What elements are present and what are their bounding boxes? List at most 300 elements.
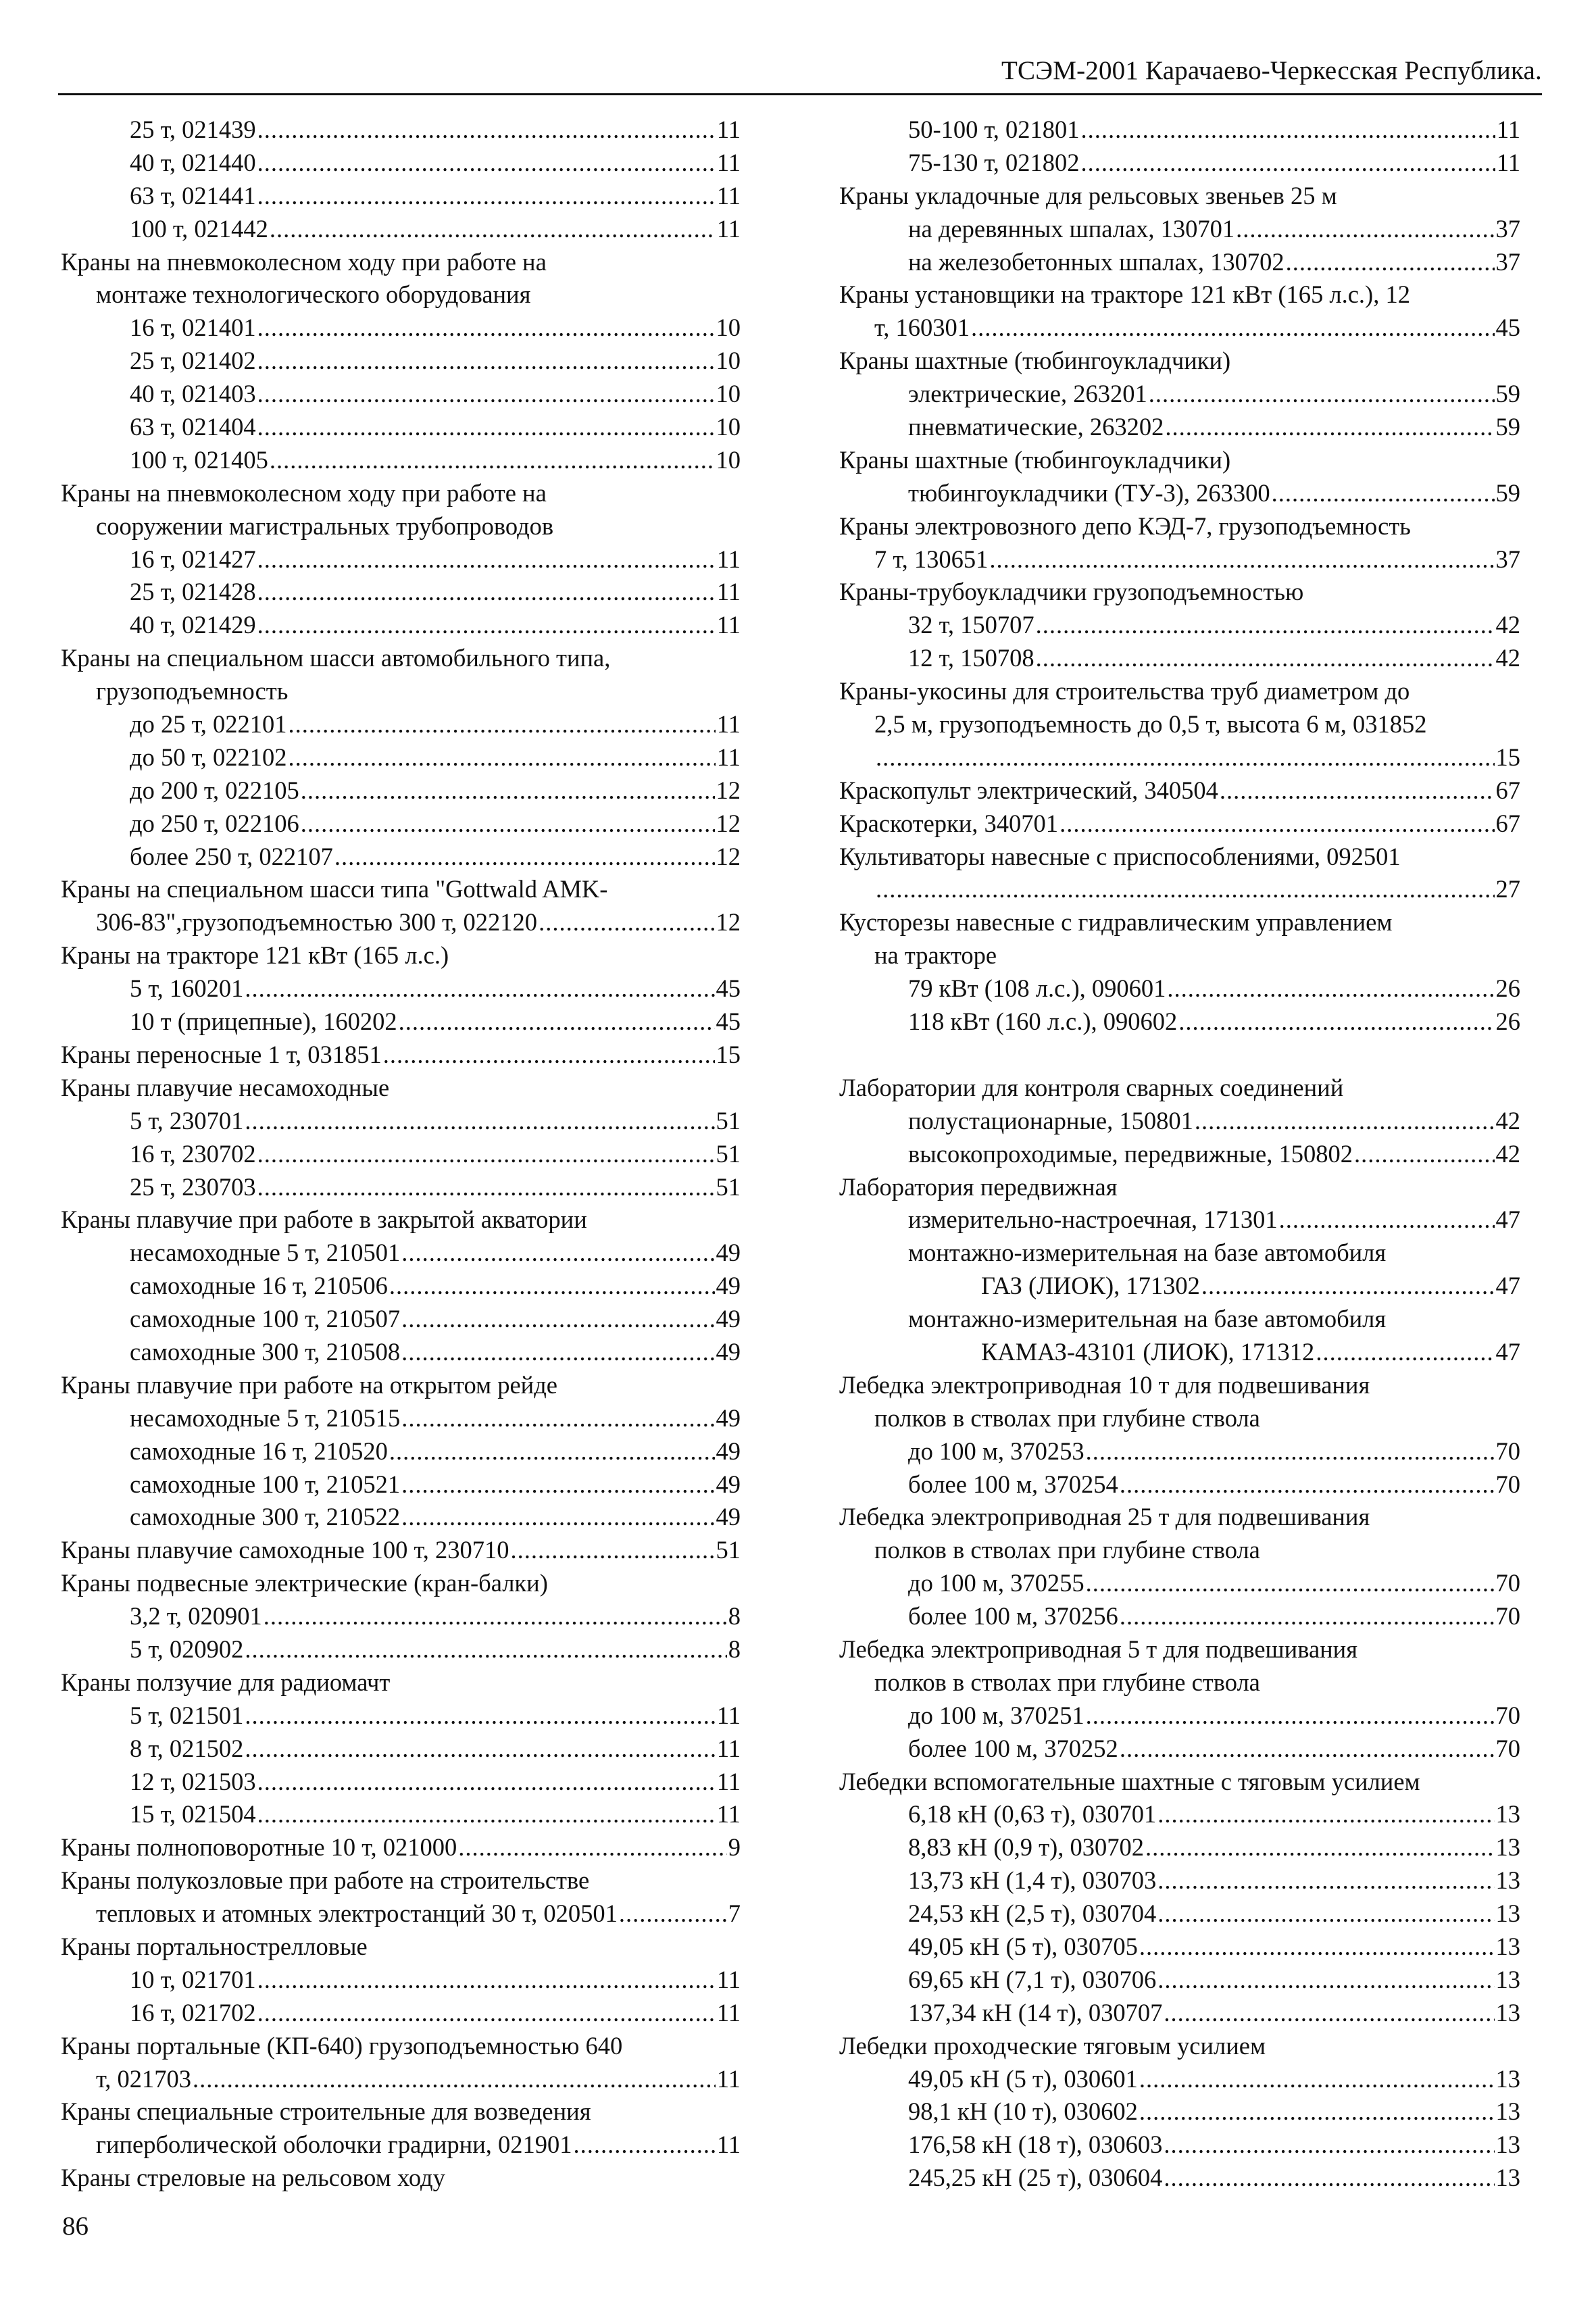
entry-page: 11 <box>716 1965 741 1993</box>
index-entry <box>839 906 1520 939</box>
entry-page: 47 <box>1495 1337 1520 1366</box>
entry-text: 16 т, 021702 <box>130 1998 256 2026</box>
index-entry <box>61 1798 741 1831</box>
entry-page: 10 <box>716 314 741 342</box>
dot-leader <box>257 1171 715 1204</box>
entry-page: 70 <box>1495 1602 1520 1631</box>
entry-text: 79 кВт (108 л.с.), 090601 <box>908 974 1166 1003</box>
index-entry <box>839 411 1520 444</box>
index-entry <box>839 1666 1520 1699</box>
dot-leader <box>257 411 715 444</box>
index-entry <box>61 642 741 675</box>
dot-leader <box>458 1831 727 1864</box>
dot-leader <box>257 609 716 642</box>
entry-text: 5 т, 020902 <box>130 1635 244 1663</box>
index-entry <box>839 543 1520 576</box>
entry-text: самоходные 100 т, 210507 <box>130 1305 401 1333</box>
dot-leader <box>619 1897 727 1931</box>
index-entry <box>61 114 741 147</box>
dot-leader <box>1164 2129 1494 2162</box>
entry-page: 11 <box>716 2064 741 2093</box>
index-entry <box>61 180 741 213</box>
index-entry <box>839 1964 1520 1997</box>
entry-page: 11 <box>716 1800 741 1828</box>
index-entry <box>61 1005 741 1039</box>
entry-page: 70 <box>1495 1569 1520 1597</box>
entry-text: Лебедки проходческие тяговым усилием <box>839 2031 1266 2060</box>
dot-leader <box>257 1138 715 1171</box>
entry-text: на тракторе <box>874 941 997 970</box>
index-entry <box>61 774 741 807</box>
entry-text: КАМАЗ-43101 (ЛИОК), 171312 <box>981 1337 1315 1366</box>
index-entry <box>839 1733 1520 1766</box>
dot-leader <box>1157 1864 1494 1897</box>
index-entry <box>61 1435 741 1468</box>
entry-page: 11 <box>716 1767 741 1795</box>
entry-page: 47 <box>1495 1272 1520 1300</box>
index-entry <box>61 1303 741 1336</box>
entry-text: полков в стволах при глубине ствола <box>874 1403 1260 1432</box>
entry-page: 49 <box>716 1305 741 1333</box>
entry-page: 26 <box>1495 974 1520 1003</box>
dot-leader <box>257 1766 716 1799</box>
index-entry <box>61 675 741 708</box>
entry-text: несамоходные 5 т, 210501 <box>130 1239 401 1267</box>
entry-text: ГАЗ (ЛИОК), 171302 <box>981 1272 1200 1300</box>
index-entry <box>839 1039 1520 1072</box>
entry-text: 25 т, 230703 <box>130 1172 256 1201</box>
index-entry <box>61 411 741 444</box>
index-entry <box>61 2063 741 2096</box>
dot-leader <box>876 873 1495 906</box>
entry-text: 245,25 кН (25 т), 030604 <box>908 2164 1163 2192</box>
entry-page: 13 <box>1495 2097 1520 2126</box>
entry-text: 12 т, 150708 <box>908 644 1034 672</box>
dot-leader <box>1286 246 1495 279</box>
index-entry <box>839 1501 1520 1534</box>
entry-text: Краны стреловые на рельсовом ходу <box>61 2164 445 2192</box>
entry-text: 49,05 кН (5 т), 030705 <box>908 1932 1138 1960</box>
entry-text: Краны плавучие самоходные 100 т, 230710 <box>61 1536 509 1564</box>
entry-text: самоходные 300 т, 210522 <box>130 1503 401 1531</box>
entry-text: 7 т, 130651 <box>874 545 989 573</box>
entry-page: 11 <box>716 116 741 143</box>
index-entry <box>61 213 741 246</box>
index-entry <box>839 1138 1520 1171</box>
dot-leader <box>257 1964 716 1997</box>
dot-leader <box>289 741 716 774</box>
entry-page: 51 <box>716 1172 741 1201</box>
entry-text: Краны электровозного депо КЭД-7, грузоподъемность <box>839 512 1411 540</box>
entry-page: 45 <box>716 1007 741 1036</box>
entry-page: 49 <box>716 1403 741 1432</box>
entry-text: Культиваторы навесные с приспособлениями, 092501 <box>839 842 1401 870</box>
index-entry <box>839 642 1520 675</box>
index-entry <box>839 147 1520 180</box>
dot-leader <box>1036 609 1495 642</box>
dot-leader <box>257 1798 716 1831</box>
entry-page: 42 <box>1495 1139 1520 1168</box>
dot-leader <box>1164 1997 1494 2030</box>
index-entry <box>61 378 741 411</box>
entry-text: Лебедка электроприводная 25 т для подвешивания <box>839 1503 1370 1531</box>
entry-page: 49 <box>716 1272 741 1300</box>
index-entry <box>839 708 1520 741</box>
entry-page: 11 <box>716 1998 741 2026</box>
index-entry <box>61 1237 741 1270</box>
index-entry <box>839 312 1520 345</box>
dot-leader <box>971 312 1495 345</box>
dot-leader <box>876 741 1495 774</box>
entry-page: 13 <box>1495 1998 1520 2026</box>
entry-page: 15 <box>716 1040 741 1068</box>
index-entry <box>61 1105 741 1138</box>
index-entry <box>61 147 741 180</box>
index-entry <box>839 741 1520 774</box>
entry-text: 6,18 кН (0,63 т), 030701 <box>908 1800 1157 1828</box>
entry-page: 59 <box>1495 380 1520 408</box>
entry-text: самоходные 100 т, 210521 <box>130 1470 401 1498</box>
entry-page: 70 <box>1495 1437 1520 1465</box>
entry-text: 16 т, 230702 <box>130 1139 256 1168</box>
entry-text: 100 т, 021405 <box>130 445 268 474</box>
entry-page: 37 <box>1495 247 1520 276</box>
entry-text: 306-83",грузоподъемностью 300 т, 022120 <box>96 908 538 937</box>
index-entry <box>839 1600 1520 1633</box>
entry-text: монтажно-измерительная на базе автомобиля <box>908 1305 1387 1333</box>
index-entry <box>839 1997 1520 2030</box>
entry-page: 27 <box>1495 875 1520 903</box>
index-entry <box>61 444 741 477</box>
index-entry <box>839 378 1520 411</box>
entry-text: 5 т, 021501 <box>130 1701 244 1729</box>
dot-leader <box>511 1534 715 1567</box>
entry-page: 13 <box>1495 1932 1520 1960</box>
entry-text: Краны-трубоукладчики грузоподъемностью <box>839 578 1304 606</box>
entry-page: 37 <box>1495 214 1520 243</box>
index-entry <box>61 2030 741 2063</box>
index-entry <box>61 477 741 510</box>
entry-text: Краны портальные (КП-640) грузоподъемностью 640 <box>61 2031 623 2060</box>
entry-page: 49 <box>716 1239 741 1267</box>
entry-text: Краскотерки, 340701 <box>839 809 1059 837</box>
index-entry <box>839 114 1520 147</box>
entry-text: Краны плавучие при работе в закрытой акватории <box>61 1205 587 1234</box>
dot-leader <box>245 1733 716 1766</box>
index-entry <box>61 939 741 972</box>
entry-text: 25 т, 021428 <box>130 578 256 606</box>
index-entry <box>61 1270 741 1303</box>
entry-text: до 100 м, 370251 <box>908 1701 1084 1729</box>
entry-text: до 100 м, 370255 <box>908 1569 1084 1597</box>
index-entry <box>839 213 1520 246</box>
dot-leader <box>1272 477 1495 510</box>
dot-leader <box>289 708 716 741</box>
entry-text: Краны полукозловые при работе на строительстве <box>61 1866 590 1895</box>
entry-page: 37 <box>1495 545 1520 573</box>
index-entry <box>61 1931 741 1964</box>
entry-text: Краны на пневмоколесном ходу при работе на <box>61 247 547 276</box>
dot-leader <box>301 807 715 841</box>
entry-text: Краны подвесные электрические (кран-балки) <box>61 1569 548 1597</box>
dot-leader <box>257 576 716 609</box>
dot-leader <box>245 1699 716 1733</box>
entry-page: 11 <box>1496 148 1520 176</box>
dot-leader <box>1167 972 1494 1005</box>
dot-leader <box>257 312 715 345</box>
entry-text: 8,83 кН (0,9 т), 030702 <box>908 1833 1144 1862</box>
index-entry <box>61 576 741 609</box>
entry-text: грузоподъемность <box>96 677 289 705</box>
dot-leader <box>1081 147 1495 180</box>
index-entry <box>61 1402 741 1435</box>
entry-page: 59 <box>1495 478 1520 507</box>
entry-text: 10 т, 021701 <box>130 1965 256 1993</box>
entry-text: 176,58 кН (18 т), 030603 <box>908 2131 1163 2159</box>
index-entry <box>839 2030 1520 2063</box>
entry-text: Краны установщики на тракторе 121 кВт (165 л.с.), 12 <box>839 280 1410 309</box>
entry-page: 45 <box>716 974 741 1003</box>
entry-page: 49 <box>716 1503 741 1531</box>
index-entry <box>839 1633 1520 1666</box>
index-entry <box>61 1600 741 1633</box>
entry-page: 67 <box>1495 809 1520 837</box>
index-entry <box>839 444 1520 477</box>
entry-page: 11 <box>716 1734 741 1762</box>
entry-page: 7 <box>728 1899 741 1928</box>
entry-text: 69,65 кН (7,1 т), 030706 <box>908 1965 1157 1993</box>
entry-page: 13 <box>1495 2131 1520 2159</box>
index-entry <box>61 1897 741 1931</box>
entry-text: т, 021703 <box>96 2064 191 2093</box>
entry-text: полков в стволах при глубине ствола <box>874 1668 1260 1696</box>
entry-text: до 50 т, 022102 <box>130 743 287 771</box>
entry-text: более 100 м, 370256 <box>908 1602 1118 1631</box>
dot-leader <box>389 1435 715 1468</box>
index-entry <box>839 939 1520 972</box>
dot-leader <box>1120 1468 1495 1501</box>
index-entry <box>61 609 741 642</box>
dot-leader <box>1165 411 1494 444</box>
entry-page: 11 <box>716 743 741 771</box>
dot-leader <box>989 543 1494 576</box>
entry-text: на деревянных шпалах, 130701 <box>908 214 1235 243</box>
entry-text: 98,1 кН (10 т), 030602 <box>908 2097 1138 2126</box>
index-entry <box>839 1072 1520 1105</box>
entry-text: несамоходные 5 т, 210515 <box>130 1403 401 1432</box>
entry-page: 70 <box>1495 1734 1520 1762</box>
index-entry <box>61 1534 741 1567</box>
dot-leader <box>257 180 716 213</box>
dot-leader <box>1164 2162 1494 2195</box>
entry-text: самоходные 16 т, 210520 <box>130 1437 388 1465</box>
index-entry <box>61 543 741 576</box>
index-entry <box>61 1766 741 1799</box>
index-entry <box>839 1831 1520 1864</box>
dot-leader <box>401 1336 714 1369</box>
entry-page: 51 <box>716 1139 741 1168</box>
index-entry <box>61 1468 741 1501</box>
index-entry <box>839 1005 1520 1039</box>
entry-page: 12 <box>716 776 741 804</box>
index-entry <box>839 2095 1520 2129</box>
entry-page: 12 <box>716 842 741 870</box>
entry-page: 42 <box>1495 1106 1520 1135</box>
index-entry <box>839 1864 1520 1897</box>
entry-text: полустационарные, 150801 <box>908 1106 1193 1135</box>
entry-text: самоходные 16 т, 210506 <box>130 1272 388 1300</box>
index-entry <box>61 1964 741 1997</box>
entry-text: Краны портальнострелловые <box>61 1932 368 1960</box>
dot-leader <box>1120 1733 1495 1766</box>
index-entry <box>61 1567 741 1600</box>
index-entry <box>61 278 741 312</box>
entry-page: 13 <box>1495 1833 1520 1862</box>
entry-page: 12 <box>716 908 741 937</box>
index-entry <box>61 1666 741 1699</box>
dot-leader <box>1086 1699 1495 1733</box>
index-entry <box>839 246 1520 279</box>
entry-text: Краны на тракторе 121 кВт (165 л.с.) <box>61 941 449 970</box>
dot-leader <box>334 841 715 874</box>
dot-leader <box>401 1402 714 1435</box>
entry-text: 32 т, 150707 <box>908 611 1034 639</box>
entry-text: тюбингоукладчики (ТУ-3), 263300 <box>908 478 1270 507</box>
entry-page: 13 <box>1495 1866 1520 1895</box>
entry-text: 13,73 кН (1,4 т), 030703 <box>908 1866 1157 1895</box>
index-entry <box>61 972 741 1005</box>
header-rule <box>58 93 1542 95</box>
entry-page: 13 <box>1495 2064 1520 2093</box>
index-entry <box>61 1633 741 1666</box>
index-entry <box>61 1072 741 1105</box>
entry-page: 59 <box>1495 413 1520 441</box>
dot-leader <box>383 1039 715 1072</box>
index-entry <box>839 675 1520 708</box>
entry-page: 47 <box>1495 1205 1520 1234</box>
dot-leader <box>257 378 715 411</box>
running-header: ТСЭМ-2001 Карачаево-Черкесская Республика. <box>1001 56 1542 85</box>
index-entry <box>839 1699 1520 1733</box>
dot-leader <box>1139 2063 1495 2096</box>
entry-text: Краны-укосины для строительства труб диаметром до <box>839 677 1410 705</box>
index-entry <box>839 477 1520 510</box>
dot-leader <box>1036 642 1495 675</box>
index-entry <box>61 906 741 939</box>
entry-page: 11 <box>716 148 741 176</box>
index-entry <box>839 1336 1520 1369</box>
dot-leader <box>1316 1336 1494 1369</box>
entry-text: Краны ползучие для радиомачт <box>61 1668 391 1696</box>
dot-leader <box>245 1633 726 1666</box>
index-entry <box>61 2162 741 2195</box>
entry-text: 63 т, 021404 <box>130 413 256 441</box>
entry-text: 75-130 т, 021802 <box>908 148 1080 176</box>
index-entry <box>61 1831 741 1864</box>
index-entry <box>839 1369 1520 1402</box>
dot-leader <box>1157 1964 1494 1997</box>
entry-text: 5 т, 160201 <box>130 974 244 1003</box>
index-entry <box>839 345 1520 378</box>
index-entry <box>61 1336 741 1369</box>
entry-text: 3,2 т, 020901 <box>130 1602 262 1631</box>
entry-text: 50-100 т, 021801 <box>908 116 1080 143</box>
entry-page: 15 <box>1495 743 1520 771</box>
dot-leader <box>257 114 716 147</box>
entry-text: 15 т, 021504 <box>130 1800 256 1828</box>
entry-page: 10 <box>716 380 741 408</box>
index-entry <box>61 246 741 279</box>
entry-text: 5 т, 230701 <box>130 1106 244 1135</box>
entry-text: 2,5 м, грузоподъемность до 0,5 т, высота 6 м, 031852 <box>874 710 1427 739</box>
index-entry <box>839 1931 1520 1964</box>
index-entry <box>61 510 741 543</box>
index-entry <box>839 180 1520 213</box>
index-entry <box>839 2162 1520 2195</box>
entry-text: 100 т, 021442 <box>130 214 268 243</box>
dot-leader <box>389 1270 715 1303</box>
entry-text: 8 т, 021502 <box>130 1734 244 1762</box>
dot-leader <box>401 1501 714 1534</box>
index-entry <box>839 1897 1520 1931</box>
entry-page: 51 <box>716 1106 741 1135</box>
index-entry <box>839 1567 1520 1600</box>
entry-page: 12 <box>716 809 741 837</box>
entry-text: Краны на специальном шасси автомобильного типа, <box>61 644 611 672</box>
dot-leader <box>573 2129 715 2162</box>
dot-leader <box>257 147 716 180</box>
dot-leader <box>257 1997 716 2030</box>
entry-text: самоходные 300 т, 210508 <box>130 1337 401 1366</box>
entry-text: монтаже технологического оборудования <box>96 280 531 309</box>
index-entry <box>839 774 1520 807</box>
index-entry <box>61 1171 741 1204</box>
index-entry <box>839 1402 1520 1435</box>
entry-page: 42 <box>1495 611 1520 639</box>
index-entry <box>839 807 1520 841</box>
entry-text: монтажно-измерительная на базе автомобиля <box>908 1239 1387 1267</box>
entry-text: Лебедка электроприводная 10 т для подвешивания <box>839 1370 1370 1399</box>
entry-text: пневматические, 263202 <box>908 413 1164 441</box>
entry-text: 40 т, 021440 <box>130 148 256 176</box>
index-entry <box>839 1105 1520 1138</box>
entry-text: гиперболической оболочки градирни, 021901 <box>96 2131 572 2159</box>
entry-text: т, 160301 <box>874 314 970 342</box>
dot-leader <box>1120 1600 1495 1633</box>
entry-text: Краны укладочные для рельсовых звеньев 25 м <box>839 181 1337 209</box>
entry-text: 25 т, 021439 <box>130 116 256 143</box>
entry-page: 70 <box>1495 1470 1520 1498</box>
entry-text: более 100 м, 370254 <box>908 1470 1118 1498</box>
index-entry <box>61 312 741 345</box>
entry-page: 11 <box>716 2131 741 2159</box>
entry-page: 45 <box>1495 314 1520 342</box>
dot-leader <box>257 345 715 378</box>
entry-text: Краны плавучие несамоходные <box>61 1073 390 1101</box>
index-entry <box>839 1435 1520 1468</box>
entry-text: 49,05 кН (5 т), 030601 <box>908 2064 1138 2093</box>
entry-text: 40 т, 021429 <box>130 611 256 639</box>
entry-text: до 100 м, 370253 <box>908 1437 1084 1465</box>
entry-text: 16 т, 021401 <box>130 314 256 342</box>
dot-leader <box>1086 1567 1495 1600</box>
entry-page: 11 <box>716 181 741 209</box>
entry-text: тепловых и атомных электростанций 30 т, 020501 <box>96 1899 618 1928</box>
index-entry <box>839 510 1520 543</box>
entry-text: сооружении магистральных трубопроводов <box>96 512 554 540</box>
index-entry <box>839 1303 1520 1336</box>
index-entry <box>61 2095 741 2129</box>
